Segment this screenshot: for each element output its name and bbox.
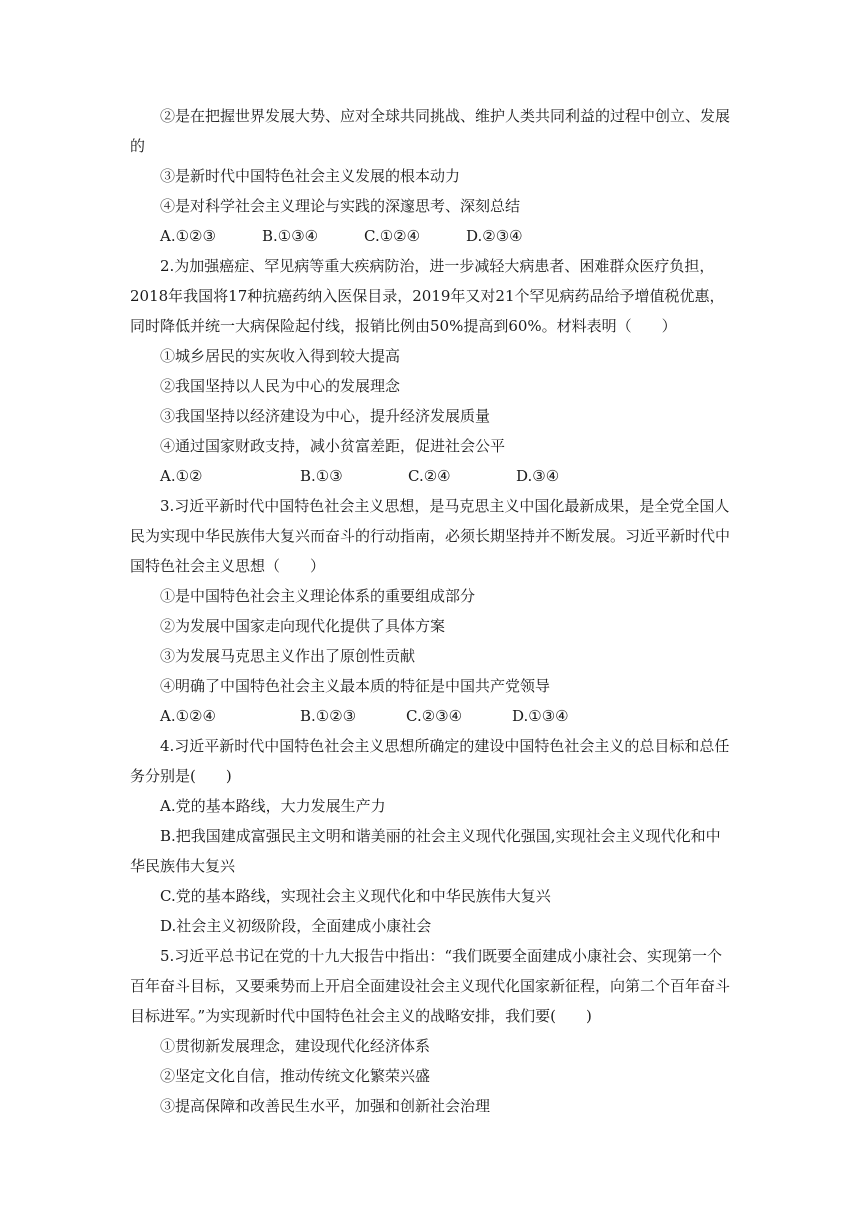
q3-options [130,701,730,731]
q4-stem: 4.习近平新时代中国特色社会主义思想所确定的建设中国特色社会主义的总目标和总任务分别是( ) [130,737,730,785]
q3-option-a: A.①②④ [160,707,216,725]
q1-item-2: ②是在把握世界发展大势、应对全球共同挑战、维护人类共同利益的过程中创立、发展 [160,107,731,125]
q1-item-3: ③是新时代中国特色社会主义发展的根本动力 [160,167,461,185]
q1-option-b: B.①③④ [262,227,319,245]
q1-option-c: C.①②④ [364,227,421,245]
q2-options [130,461,730,491]
q2-option-c: C.②④ [408,467,451,485]
q3-item-1: ①是中国特色社会主义理论体系的重要组成部分 [160,587,476,605]
q4-option-d: D.社会主义初级阶段，全面建成小康社会 [160,917,432,935]
q4-option-b: B.把我国建成富强民主文明和谐美丽的社会主义现代化强国,实现社会主义现代化和中华民族伟大复兴 [130,827,721,875]
q5-item-1: ①贯彻新发展理念，建设现代化经济体系 [160,1037,431,1055]
q3-stem: 3.习近平新时代中国特色社会主义思想，是马克思主义中国化最新成果，是全党全国人民为实现中华民族伟大复兴而奋斗的行动指南，必须长期坚持并不断发展。习近平新时代中国特色社会主义思想（ ） [130,497,731,575]
q1-item-4: ④是对科学社会主义理论与实践的深邃思考、深刻总结 [160,197,521,215]
q4-option-c: C.党的基本路线，实现社会主义现代化和中华民族伟大复兴 [160,887,551,905]
q3-option-d: D.①③④ [512,707,569,725]
q2-option-d: D.③④ [516,467,560,485]
q2-stem: 2.为加强癌症、罕见病等重大疾病防治，进一步减轻大病患者、困难群众医疗负担，2018年我国将17种抗癌药纳入医保目录，2019年又对21个罕见病药品给予增值税优惠，同时降低并统一大病保险起付线，报销比例由50%提高到60%。材料表明（ ） [130,257,725,335]
q2-item-2: ②我国坚持以人民为中心的发展理念 [160,377,401,395]
q1-option-d: D.②③④ [466,227,523,245]
q3-item-3: ③为发展马克思主义作出了原创性贡献 [160,647,416,665]
q1-option-a: A.①②③ [160,227,216,245]
q3-item-2: ②为发展中国家走向现代化提供了具体方案 [160,617,446,635]
q3-item-4: ④明确了中国特色社会主义最本质的特征是中国共产党领导 [160,677,551,695]
q2-item-3: ③我国坚持以经济建设为中心，提升经济发展质量 [160,407,491,425]
q2-option-a: A.①② [160,467,203,485]
q1-item-2-cont: 的 [130,137,146,155]
q2-stem-block [130,251,730,341]
q4-option-a: A.党的基本路线，大力发展生产力 [160,797,386,815]
q1-options [130,221,730,251]
q5-stem: 5.习近平总书记在党的十九大报告中指出：“我们既要全面建成小康社会、实现第一个百年奋斗目标，又要乘势而上开启全面建设社会主义现代化国家新征程，向第二个百年奋斗目标进军。”为实现新时代中国特色社会主义的战略安排，我们要( ) [130,947,731,1025]
q3-option-c: C.②③④ [406,707,463,725]
q3-option-b: B.①②③ [300,707,357,725]
q2-item-1: ①城乡居民的实灰收入得到较大提高 [160,347,401,365]
q2-option-b: B.①③ [300,467,343,485]
q5-item-3: ③提高保障和改善民生水平，加强和创新社会治理 [160,1097,491,1115]
page-content [130,101,730,1121]
q2-item-4: ④通过国家财政支持，减小贫富差距，促进社会公平 [160,437,506,455]
q5-item-2: ②坚定文化自信，推动传统文化繁荣兴盛 [160,1067,431,1085]
